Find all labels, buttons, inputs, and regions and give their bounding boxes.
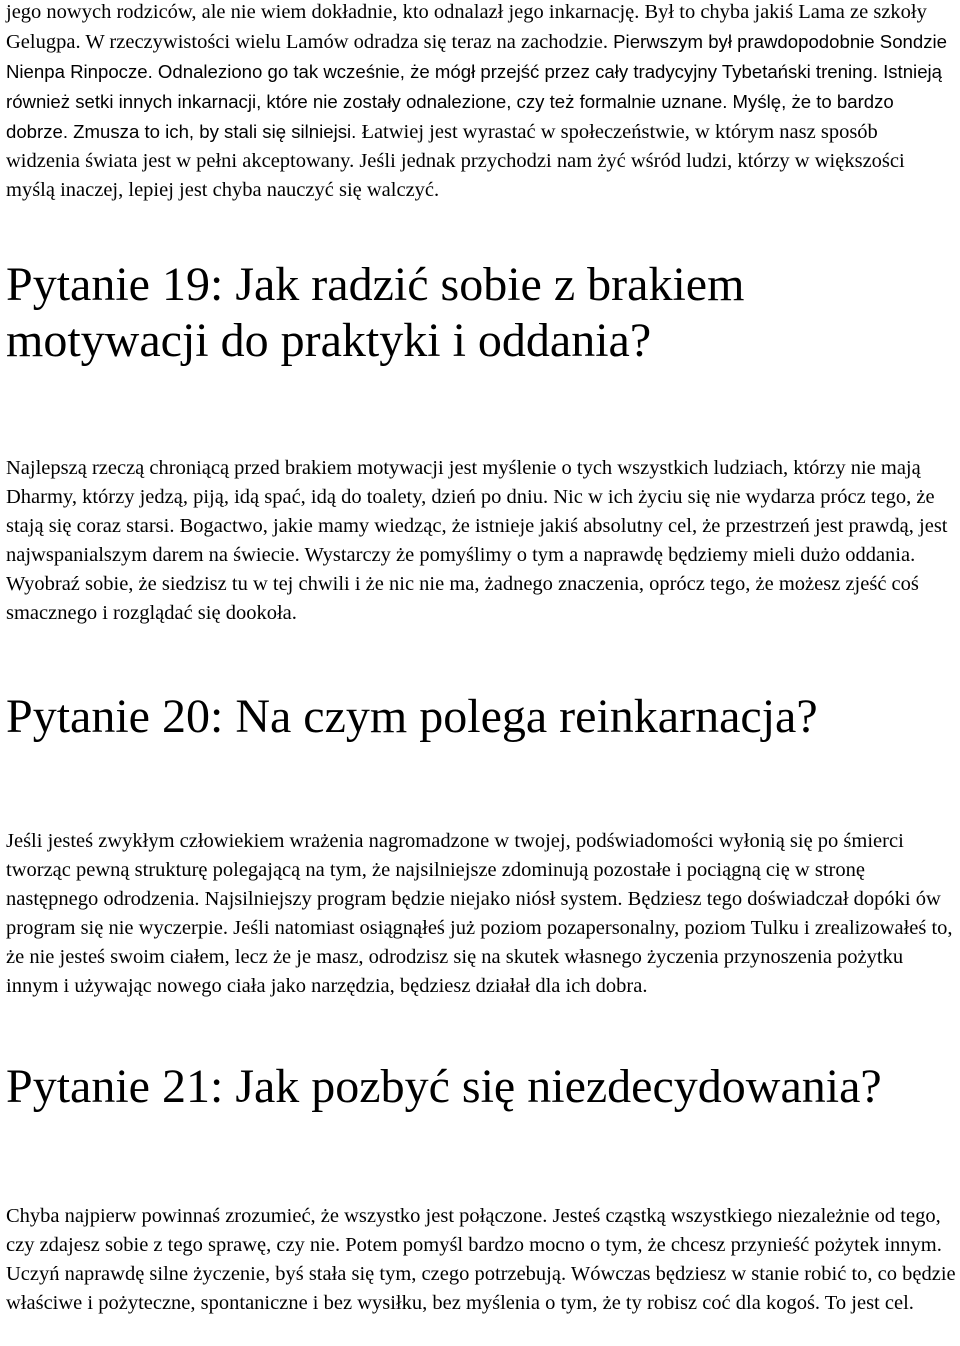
answer-20-paragraph: Jeśli jesteś zwykłym człowiekiem wrażenia nagromadzone w twojej, podświadomości wyłonią się po śmierci tworząc pewną strukturę polegającą na tym, że najsilniejsze zdominują pozostałe i pociągną cię w stronę następnego odrodzenia. Najsilniejszy program będzie niejako niósł system. Będziesz tego doświadczał dopóki ów program się nie wyczerpie. Jeśli natomiast osiągnąłeś już poziom pozapersonalny, poziom Tulku i zrealizowałeś to, że nie jesteś swoim ciałem, lecz że je masz, odrodzisz się na skutek własnego życzenia przynoszenia pożytku innym i używając nowego ciała jako narzędzia, będziesz działał dla ich dobra. [6,830,953,997]
intro-sentence-serif: jego nowych rodziców, ale nie wiem dokładnie, kto odnalazł jego inkarnację. Był to chyba jakiś Lama ze szkoły Gelugpa. W rzeczywistości wielu Lamów odradza się teraz na zachodzie. [6,1,927,53]
answer-19-paragraph: Najlepszą rzeczą chroniącą przed brakiem motywacji jest myślenie o tych wszystkich ludziach, którzy nie mają Dharmy, którzy jedzą, piją, idą spać, idą do toalety, dzień po dniu. Nic w ich życiu się nie wydarza prócz tego, że stają się coraz starsi. Bogactwo, jakie mamy wiedząc, że istnieje jakiś absolutny cel, że przestrzeń jest prawdą, jest najwspanialszym darem na świecie. Wystarczy że pomyślimy o tym a naprawdę będziemy mieli dużo oddania. Wyobraź sobie, że siedzisz tu w tej chwili i że nic nie ma, żadnego znaczenia, oprócz tego, że możesz zjeść coś smacznego i rozglądać się dookoła. [6,457,948,624]
answer-21-paragraph: Chyba najpierw powinnaś zrozumieć, że wszystko jest połączone. Jesteś cząstką wszystkiego niezależnie od tego, czy zdajesz sobie z tego sprawę, czy nie. Potem pomyśl bardzo mocno o tym, że chcesz przynieść pożytek innym. Uczyń naprawdę silne życzenie, byś stała się tym, czego potrzebują. Wówczas będziesz w stanie robić to, co będzie właściwe i pożyteczne, spontaniczne i bez wysiłku, bez myślenia o tym, że ty robisz coć dla kogoś. To jest cel. [6,1205,956,1314]
intro-sentence-sans: Pierwszym był prawdopodobnie Sondzie Nienpa Rinpocze. Odnaleziono go tak wcześnie, że mógł przejść przez cały tradycyjny Tybetański trening. Istnieją również setki innych inkarnacji, które nie zostały odnalezione, czy też formalnie uznane. Myślę, że to bardzo dobrze. Zmusza to ich, by stali się silniejsi. [6,31,947,142]
intro-sentence-closing: Łatwiej jest wyrastać w społeczeństwie, w którym nasz sposób widzenia świata jest w pełni akceptowany. Jeśli jednak przychodzi nam żyć wśród ludzi, którzy w większości myślą inaczej, lepiej jest chyba nauczyć się walczyć. [6,121,905,201]
question-21-heading: Pytanie 21: Jak pozbyć się niezdecydowania? [6,1060,882,1113]
question-19-heading: Pytanie 19: Jak radzić sobie z brakiem motywacji do praktyki i oddania? [6,258,745,367]
intro-paragraph [6,0,956,205]
question-20-heading: Pytanie 20: Na czym polega reinkarnacja? [6,690,818,743]
